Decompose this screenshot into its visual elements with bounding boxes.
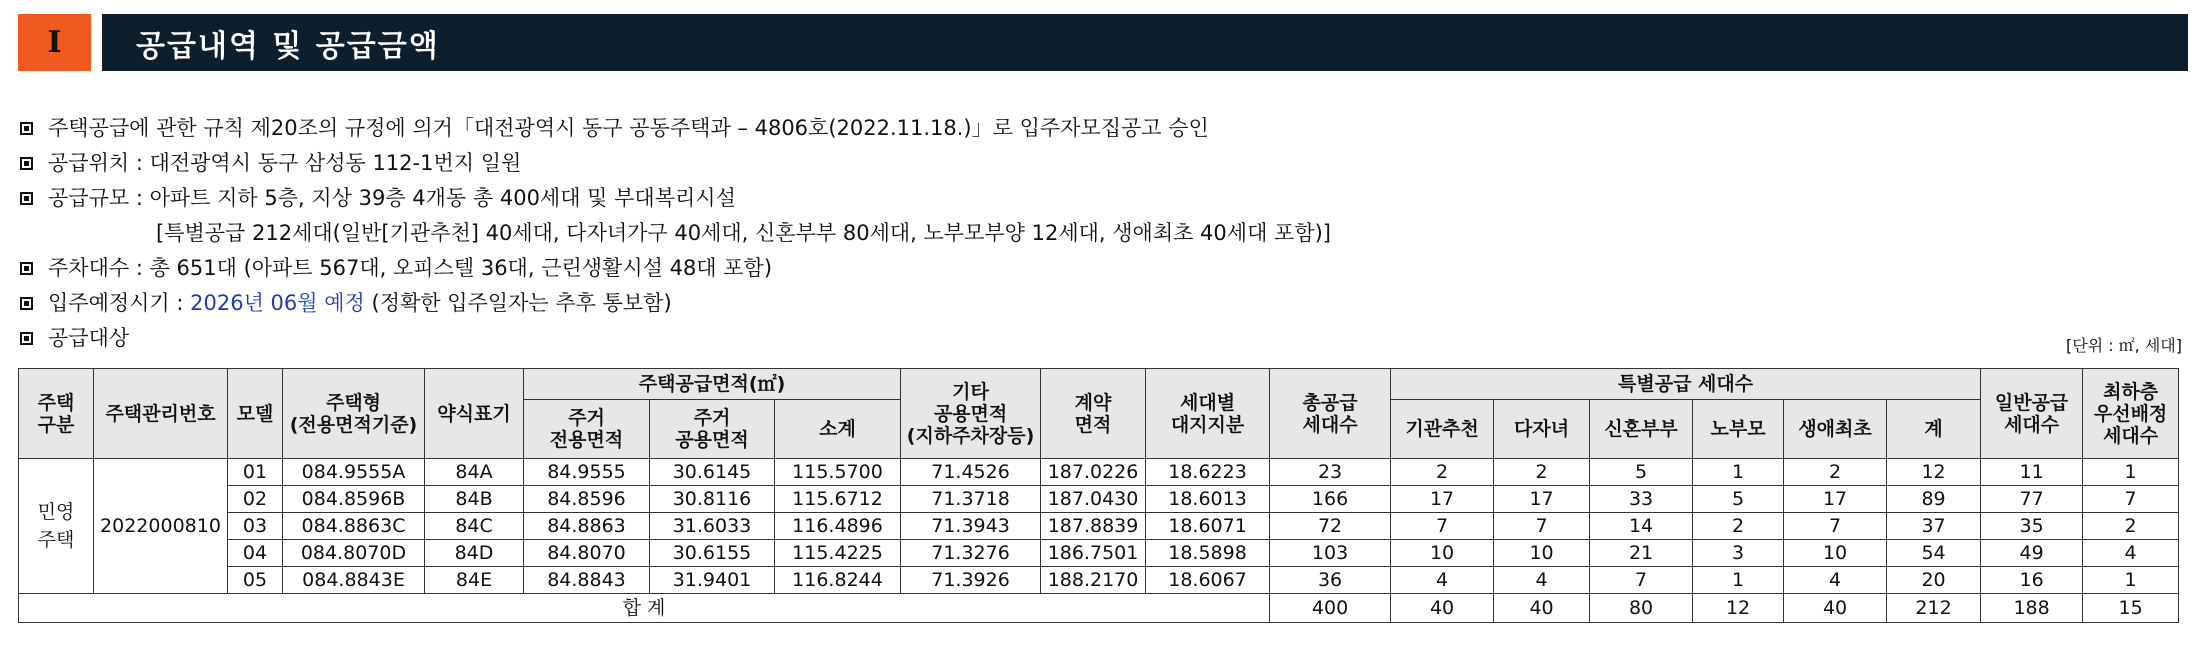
header-common-area: 주거 공용면적 [650,400,775,459]
table-cell: 5 [1590,459,1693,486]
table-cell: 36 [1270,567,1391,594]
header-exclusive-area: 주거 전용면적 [524,400,650,459]
square-bullet-icon [20,332,33,345]
table-cell: 115.4225 [775,540,901,567]
table-header-row [19,369,2179,400]
table-cell: 18.6071 [1146,513,1270,540]
table-cell: 4 [1494,567,1590,594]
movein-date: 2026년 06월 예정 [190,291,365,315]
header-total-supply: 총공급 세대수 [1270,369,1391,459]
header-housing-type: 주택 구분 [19,369,94,459]
table-cell: 84E [425,567,524,594]
table-cell: 72 [1270,513,1391,540]
table-cell: 84.8070 [524,540,650,567]
header-agency: 기관추천 [1391,400,1494,459]
total-row [19,594,2179,623]
total-cell: 212 [1887,594,1981,623]
square-bullet-icon [20,122,33,135]
table-cell: 84.8596 [524,486,650,513]
total-cell: 40 [1494,594,1590,623]
table-cell: 116.4896 [775,513,901,540]
square-bullet-icon [20,192,33,205]
table-cell: 84.8843 [524,567,650,594]
table-cell: 5 [1693,486,1784,513]
total-cell: 188 [1981,594,2083,623]
unit-label: [단위 : ㎡, 세대] [2065,336,2182,355]
table-cell: 17 [1391,486,1494,513]
table-cell: 084.8863C [283,513,425,540]
table-cell: 01 [228,459,283,486]
group-label-cell: 민영 주택 [19,459,94,594]
table-cell: 084.8596B [283,486,425,513]
table-cell: 89 [1887,486,1981,513]
table-row [19,567,2179,594]
table-cell: 11 [1981,459,2083,486]
table-cell: 1 [2083,567,2179,594]
table-cell: 1 [2083,459,2179,486]
table-cell: 14 [1590,513,1693,540]
header-elderly: 노부모 [1693,400,1784,459]
table-cell: 4 [1784,567,1887,594]
total-cell: 40 [1391,594,1494,623]
table-cell: 04 [228,540,283,567]
header-supply-area: 주택공급면적(㎡) [524,369,901,400]
note-scale: 공급규모 : 아파트 지하 5층, 지상 39층 4개동 총 400세대 및 부대복리시설 [18,181,2188,216]
table-cell: 084.8070D [283,540,425,567]
table-cell: 4 [1391,567,1494,594]
table-cell: 84.9555 [524,459,650,486]
table-cell: 186.7501 [1041,540,1146,567]
header-model: 모델 [228,369,283,459]
table-cell: 21 [1590,540,1693,567]
header-lowfloor: 최하층 우선배정 세대수 [2083,369,2179,459]
table-cell: 166 [1270,486,1391,513]
table-cell: 084.9555A [283,459,425,486]
header-contract-area: 계약 면적 [1041,369,1146,459]
table-cell: 2 [1693,513,1784,540]
note-location: 공급위치 : 대전광역시 동구 삼성동 112-1번지 일원 [18,146,2188,181]
table-cell: 7 [2083,486,2179,513]
header-house-type: 주택형 (전용면적기준) [283,369,425,459]
table-cell: 187.0430 [1041,486,1146,513]
table-row [19,486,2179,513]
supply-table [18,368,2179,623]
table-cell: 02 [228,486,283,513]
table-cell: 103 [1270,540,1391,567]
table-cell: 71.3926 [901,567,1041,594]
table-cell: 84D [425,540,524,567]
table-cell: 187.0226 [1041,459,1146,486]
header-land-share: 세대별 대지지분 [1146,369,1270,459]
header-short: 약식표기 [425,369,524,459]
table-cell: 2 [1494,459,1590,486]
table-cell: 18.6223 [1146,459,1270,486]
table-row [19,540,2179,567]
note-scale-detail: [특별공급 212세대(일반[기관추천] 40세대, 다자녀가구 40세대, 신혼부부 80세대, 노부모부양 12세대, 생애최초 40세대 포함)] [156,221,1331,245]
section-header [18,14,2188,71]
table-cell: 4 [2083,540,2179,567]
table-cell: 84A [425,459,524,486]
table-cell: 3 [1693,540,1784,567]
table-cell: 12 [1887,459,1981,486]
section-number: I [18,14,91,71]
total-cell: 15 [2083,594,2179,623]
table-cell: 54 [1887,540,1981,567]
table-cell: 31.6033 [650,513,775,540]
table-cell: 18.6013 [1146,486,1270,513]
table-cell: 187.8839 [1041,513,1146,540]
square-bullet-icon [20,157,33,170]
table-cell: 7 [1590,567,1693,594]
header-mgmt-no: 주택관리번호 [94,369,228,459]
table-cell: 2 [1784,459,1887,486]
table-cell: 84C [425,513,524,540]
table-cell: 2 [1391,459,1494,486]
table-cell: 23 [1270,459,1391,486]
table-cell: 116.8244 [775,567,901,594]
total-cell: 400 [1270,594,1391,623]
table-cell: 35 [1981,513,2083,540]
table-cell: 7 [1494,513,1590,540]
square-bullet-icon [20,262,33,275]
header-multichild: 다자녀 [1494,400,1590,459]
table-cell: 84B [425,486,524,513]
table-cell: 20 [1887,567,1981,594]
table-cell: 18.5898 [1146,540,1270,567]
section-title-bar [102,14,2188,71]
note-approval: 주택공급에 관한 규칙 제20조의 규정에 의거「대전광역시 동구 공동주택과 – 4806호(2022.11.18.)」로 입주자모집공고 승인 [18,111,2188,146]
table-cell: 1 [1693,567,1784,594]
table-cell: 188.2170 [1041,567,1146,594]
table-cell: 30.6145 [650,459,775,486]
table-cell: 37 [1887,513,1981,540]
table-cell: 18.6067 [1146,567,1270,594]
total-cell: 80 [1590,594,1693,623]
note-movein: 입주예정시기 : 2026년 06월 예정 (정확한 입주일자는 추후 통보함) [18,286,2188,321]
header-special-sum: 계 [1887,400,1981,459]
header-firsttime: 생애최초 [1784,400,1887,459]
table-cell: 84.8863 [524,513,650,540]
total-cell: 12 [1693,594,1784,623]
table-cell: 7 [1784,513,1887,540]
table-cell: 17 [1494,486,1590,513]
table-cell: 084.8843E [283,567,425,594]
table-cell: 7 [1391,513,1494,540]
table-cell: 30.6155 [650,540,775,567]
table-cell: 71.3718 [901,486,1041,513]
table-cell: 33 [1590,486,1693,513]
notice-list [18,111,2188,356]
table-cell: 115.5700 [775,459,901,486]
table-cell: 115.6712 [775,486,901,513]
table-cell: 10 [1391,540,1494,567]
table-row [19,513,2179,540]
total-cell: 40 [1784,594,1887,623]
header-newlywed: 신혼부부 [1590,400,1693,459]
table-row [19,459,2179,486]
table-cell: 30.8116 [650,486,775,513]
note-target: 공급대상 [18,321,2188,356]
header-subtotal: 소계 [775,400,901,459]
table-cell: 17 [1784,486,1887,513]
table-cell: 71.3276 [901,540,1041,567]
table-cell: 10 [1784,540,1887,567]
table-cell: 71.3943 [901,513,1041,540]
header-special-supply: 특별공급 세대수 [1391,369,1981,400]
table-cell: 49 [1981,540,2083,567]
table-cell: 05 [228,567,283,594]
section-title: 공급내역 및 공급금액 [136,28,440,64]
note-parking: 주차대수 : 총 651대 (아파트 567대, 오피스텔 36대, 근린생활시설 48대 포함) [18,251,2188,286]
table-cell: 31.9401 [650,567,775,594]
table-cell: 2 [2083,513,2179,540]
table-cell: 16 [1981,567,2083,594]
header-general-supply: 일반공급 세대수 [1981,369,2083,459]
square-bullet-icon [20,297,33,310]
table-cell: 1 [1693,459,1784,486]
total-label: 합 계 [19,594,1270,623]
mgmt-no-cell: 2022000810 [94,459,228,594]
table-cell: 03 [228,513,283,540]
table-cell: 71.4526 [901,459,1041,486]
header-other-area: 기타 공용면적 (지하주차장등) [901,369,1041,459]
table-cell: 77 [1981,486,2083,513]
table-cell: 10 [1494,540,1590,567]
